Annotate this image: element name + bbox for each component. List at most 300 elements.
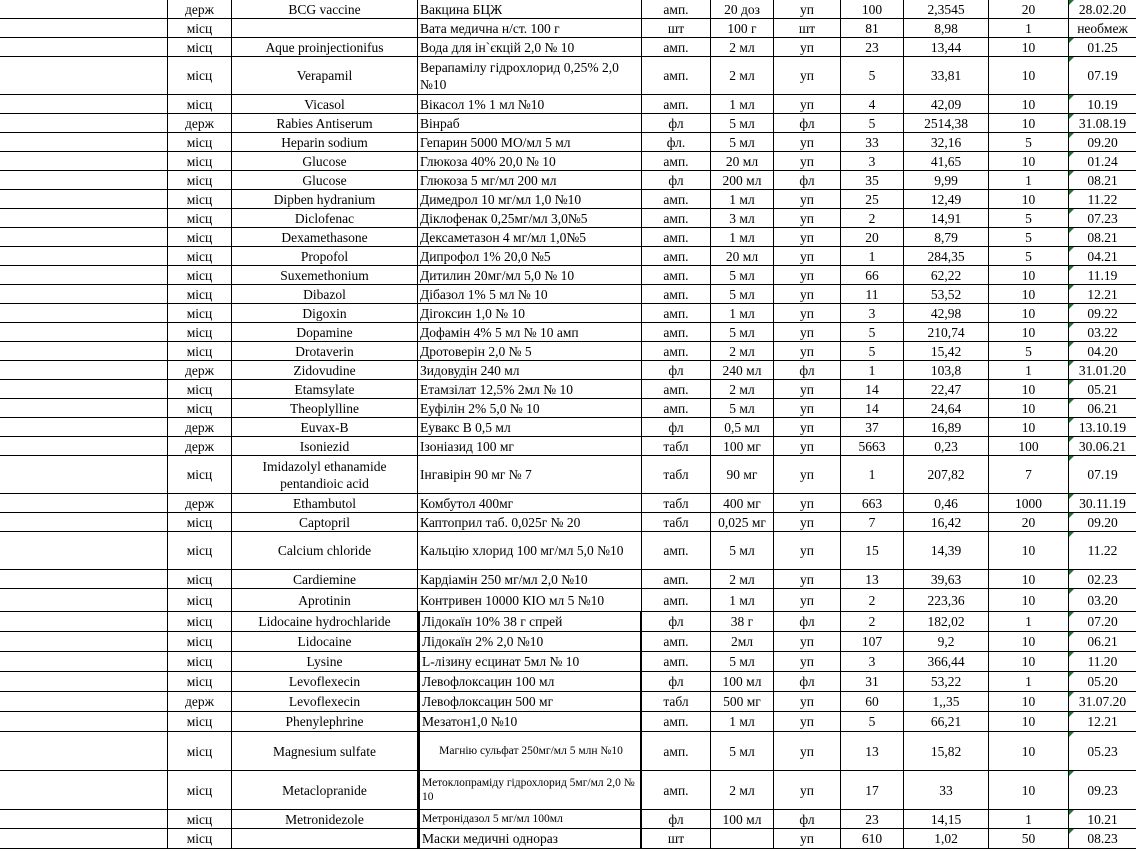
price-cell[interactable]: 66,21	[904, 712, 989, 731]
form-cell[interactable]: амп.	[642, 323, 711, 341]
category-cell[interactable]: держ	[168, 361, 232, 379]
product-name-cell[interactable]: Верапамілу гідрохлорид 0,25% 2,0 №10	[418, 57, 642, 94]
dose-cell[interactable]: 20 доз	[711, 0, 774, 18]
expiry-cell[interactable]: 10.19	[1069, 95, 1136, 113]
table-row[interactable]	[0, 810, 1136, 829]
unit-cell[interactable]: уп	[774, 209, 841, 227]
dose-cell[interactable]: 200 мл	[711, 171, 774, 189]
category-cell[interactable]: держ	[168, 114, 232, 132]
latin-name-cell[interactable]: Propofol	[232, 247, 418, 265]
table-row[interactable]	[0, 494, 1136, 513]
dose-cell[interactable]: 2 мл	[711, 38, 774, 56]
quantity-cell[interactable]: 1	[841, 361, 904, 379]
table-row[interactable]	[0, 632, 1136, 652]
table-row[interactable]	[0, 712, 1136, 732]
quantity-cell[interactable]: 2	[841, 589, 904, 611]
quantity-cell[interactable]: 13	[841, 570, 904, 588]
price-cell[interactable]: 8,98	[904, 19, 989, 37]
dose-cell[interactable]: 90 мг	[711, 456, 774, 493]
pack-size-cell[interactable]: 10	[989, 304, 1069, 322]
expiry-cell[interactable]: 09.20	[1069, 133, 1136, 151]
expiry-cell[interactable]: 08.23	[1069, 829, 1136, 848]
latin-name-cell[interactable]: Dibazol	[232, 285, 418, 303]
unit-cell[interactable]: уп	[774, 771, 841, 809]
form-cell[interactable]: фл	[642, 171, 711, 189]
expiry-cell[interactable]: 05.23	[1069, 732, 1136, 770]
table-row[interactable]	[0, 152, 1136, 171]
dose-cell[interactable]: 5 мл	[711, 652, 774, 671]
dose-cell[interactable]: 0,5 мл	[711, 418, 774, 436]
product-name-cell[interactable]: Дексаметазон 4 мг/мл 1,0№5	[418, 228, 642, 246]
dose-cell[interactable]: 1 мл	[711, 712, 774, 731]
row-gap-cell[interactable]	[0, 190, 168, 208]
expiry-cell[interactable]: 05.21	[1069, 380, 1136, 398]
quantity-cell[interactable]: 35	[841, 171, 904, 189]
form-cell[interactable]: амп.	[642, 190, 711, 208]
table-row[interactable]	[0, 513, 1136, 532]
product-name-cell[interactable]: Глюкоза 5 мг/мл 200 мл	[418, 171, 642, 189]
product-name-cell[interactable]: Дитилин 20мг/мл 5,0 № 10	[418, 266, 642, 284]
price-cell[interactable]: 39,63	[904, 570, 989, 588]
category-cell[interactable]: місц	[168, 285, 232, 303]
dose-cell[interactable]: 5 мл	[711, 532, 774, 569]
category-cell[interactable]: місц	[168, 247, 232, 265]
row-gap-cell[interactable]	[0, 456, 168, 493]
category-cell[interactable]: місц	[168, 38, 232, 56]
pack-size-cell[interactable]: 1	[989, 171, 1069, 189]
price-cell[interactable]: 33	[904, 771, 989, 809]
expiry-cell[interactable]: 11.19	[1069, 266, 1136, 284]
category-cell[interactable]: місц	[168, 190, 232, 208]
row-gap-cell[interactable]	[0, 532, 168, 569]
category-cell[interactable]: місц	[168, 266, 232, 284]
expiry-cell[interactable]: 28.02.20	[1069, 0, 1136, 18]
row-gap-cell[interactable]	[0, 57, 168, 94]
row-gap-cell[interactable]	[0, 342, 168, 360]
product-name-cell[interactable]: Димедрол 10 мг/мл 1,0 №10	[418, 190, 642, 208]
product-name-cell[interactable]: Інгавірін 90 мг № 7	[418, 456, 642, 493]
unit-cell[interactable]: уп	[774, 95, 841, 113]
product-name-cell[interactable]: Кальцію хлорид 100 мг/мл 5,0 №10	[418, 532, 642, 569]
latin-name-cell[interactable]: Dipben hydranium	[232, 190, 418, 208]
unit-cell[interactable]: фл	[774, 171, 841, 189]
form-cell[interactable]: табл	[642, 513, 711, 531]
price-cell[interactable]: 16,89	[904, 418, 989, 436]
row-gap-cell[interactable]	[0, 672, 168, 691]
price-cell[interactable]: 210,74	[904, 323, 989, 341]
price-cell[interactable]: 8,79	[904, 228, 989, 246]
dose-cell[interactable]: 1 мл	[711, 228, 774, 246]
latin-name-cell[interactable]: Heparin sodium	[232, 133, 418, 151]
dose-cell[interactable]: 5 мл	[711, 732, 774, 770]
dose-cell[interactable]: 1 мл	[711, 589, 774, 611]
row-gap-cell[interactable]	[0, 829, 168, 848]
latin-name-cell[interactable]: Lidocaine	[232, 632, 418, 651]
pack-size-cell[interactable]: 10	[989, 771, 1069, 809]
dose-cell[interactable]: 0,025 мг	[711, 513, 774, 531]
product-name-cell[interactable]: Глюкоза 40% 20,0 № 10	[418, 152, 642, 170]
unit-cell[interactable]: фл	[774, 361, 841, 379]
table-row[interactable]	[0, 570, 1136, 589]
unit-cell[interactable]: уп	[774, 38, 841, 56]
latin-name-cell[interactable]: Theoplylline	[232, 399, 418, 417]
category-cell[interactable]: місц	[168, 323, 232, 341]
pack-size-cell[interactable]: 10	[989, 380, 1069, 398]
product-name-cell[interactable]: Вакцина БЦЖ	[418, 0, 642, 18]
product-name-cell[interactable]: Дофамін 4% 5 мл № 10 амп	[418, 323, 642, 341]
pack-size-cell[interactable]: 10	[989, 418, 1069, 436]
pack-size-cell[interactable]: 10	[989, 95, 1069, 113]
form-cell[interactable]: табл	[642, 494, 711, 512]
form-cell[interactable]: амп.	[642, 632, 711, 651]
expiry-cell[interactable]: 07.20	[1069, 612, 1136, 631]
pack-size-cell[interactable]: 10	[989, 532, 1069, 569]
table-row[interactable]	[0, 95, 1136, 114]
product-name-cell[interactable]: Етамзілат 12,5% 2мл № 10	[418, 380, 642, 398]
price-cell[interactable]: 15,82	[904, 732, 989, 770]
dose-cell[interactable]: 240 мл	[711, 361, 774, 379]
expiry-cell[interactable]: 04.21	[1069, 247, 1136, 265]
row-gap-cell[interactable]	[0, 494, 168, 512]
product-name-cell[interactable]: Левофлоксацин 100 мл	[418, 672, 642, 691]
product-name-cell[interactable]: Дипрофол 1% 20,0 №5	[418, 247, 642, 265]
latin-name-cell[interactable]	[232, 829, 418, 848]
category-cell[interactable]: місц	[168, 228, 232, 246]
form-cell[interactable]: фл.	[642, 133, 711, 151]
quantity-cell[interactable]: 5	[841, 323, 904, 341]
latin-name-cell[interactable]: Imidazolyl ethanamide pentandioic acid	[232, 456, 418, 493]
category-cell[interactable]: місц	[168, 380, 232, 398]
product-name-cell[interactable]: Діклофенак 0,25мг/мл 3,0№5	[418, 209, 642, 227]
table-row[interactable]	[0, 342, 1136, 361]
quantity-cell[interactable]: 23	[841, 810, 904, 828]
product-name-cell[interactable]: Дротоверін 2,0 № 5	[418, 342, 642, 360]
pack-size-cell[interactable]: 10	[989, 712, 1069, 731]
quantity-cell[interactable]: 107	[841, 632, 904, 651]
expiry-cell[interactable]: 08.21	[1069, 228, 1136, 246]
expiry-cell[interactable]: 30.06.21	[1069, 437, 1136, 455]
dose-cell[interactable]: 20 мл	[711, 247, 774, 265]
price-cell[interactable]: 22,47	[904, 380, 989, 398]
unit-cell[interactable]: уп	[774, 57, 841, 94]
latin-name-cell[interactable]: Aque proinjectionifus	[232, 38, 418, 56]
row-gap-cell[interactable]	[0, 361, 168, 379]
form-cell[interactable]: амп.	[642, 771, 711, 809]
category-cell[interactable]: місц	[168, 513, 232, 531]
form-cell[interactable]: фл	[642, 672, 711, 691]
price-cell[interactable]: 32,16	[904, 133, 989, 151]
dose-cell[interactable]: 3 мл	[711, 209, 774, 227]
pack-size-cell[interactable]: 10	[989, 190, 1069, 208]
pack-size-cell[interactable]: 50	[989, 829, 1069, 848]
form-cell[interactable]: амп.	[642, 589, 711, 611]
unit-cell[interactable]: уп	[774, 692, 841, 711]
category-cell[interactable]: місц	[168, 19, 232, 37]
form-cell[interactable]: амп.	[642, 712, 711, 731]
product-name-cell[interactable]: Мезатон1,0 №10	[418, 712, 642, 731]
form-cell[interactable]: амп.	[642, 652, 711, 671]
row-gap-cell[interactable]	[0, 771, 168, 809]
expiry-cell[interactable]: 04.20	[1069, 342, 1136, 360]
latin-name-cell[interactable]: Cardiemine	[232, 570, 418, 588]
category-cell[interactable]: держ	[168, 0, 232, 18]
form-cell[interactable]: шт	[642, 19, 711, 37]
price-cell[interactable]: 24,64	[904, 399, 989, 417]
pack-size-cell[interactable]: 1	[989, 19, 1069, 37]
latin-name-cell[interactable]: Isoniezid	[232, 437, 418, 455]
category-cell[interactable]: місц	[168, 652, 232, 671]
table-row[interactable]	[0, 612, 1136, 632]
price-cell[interactable]: 9,2	[904, 632, 989, 651]
expiry-cell[interactable]: необмеж	[1077, 20, 1128, 36]
unit-cell[interactable]: уп	[774, 190, 841, 208]
pack-size-cell[interactable]: 1	[989, 810, 1069, 828]
category-cell[interactable]: місц	[168, 672, 232, 691]
unit-cell[interactable]: уп	[774, 829, 841, 848]
row-gap-cell[interactable]	[0, 652, 168, 671]
category-cell[interactable]: місц	[168, 152, 232, 170]
latin-name-cell[interactable]: Ethambutol	[232, 494, 418, 512]
latin-name-cell[interactable]: Calcium chloride	[232, 532, 418, 569]
table-row[interactable]	[0, 304, 1136, 323]
pack-size-cell[interactable]: 10	[989, 285, 1069, 303]
row-gap-cell[interactable]	[0, 612, 168, 631]
product-name-cell[interactable]: Магнію сульфат 250мг/мл 5 млн №10	[418, 732, 642, 770]
latin-name-cell[interactable]: Magnesium sulfate	[232, 732, 418, 770]
category-cell[interactable]: місц	[168, 829, 232, 848]
form-cell[interactable]: табл	[642, 692, 711, 711]
latin-name-cell[interactable]: Aprotinin	[232, 589, 418, 611]
product-name-cell[interactable]: Маски медичні однораз	[418, 829, 642, 848]
pack-size-cell[interactable]: 7	[989, 456, 1069, 493]
pack-size-cell[interactable]: 10	[989, 589, 1069, 611]
table-row[interactable]	[0, 114, 1136, 133]
price-cell[interactable]: 53,52	[904, 285, 989, 303]
unit-cell[interactable]: уп	[774, 323, 841, 341]
price-cell[interactable]: 14,39	[904, 532, 989, 569]
category-cell[interactable]: місц	[168, 171, 232, 189]
quantity-cell[interactable]: 4	[841, 95, 904, 113]
product-name-cell[interactable]: Лідокаїн 10% 38 г спрей	[418, 612, 642, 631]
expiry-cell[interactable]: 11.20	[1069, 652, 1136, 671]
expiry-cell[interactable]: 07.19	[1069, 57, 1136, 94]
pack-size-cell[interactable]: 5	[989, 247, 1069, 265]
expiry-cell[interactable]: 08.21	[1069, 171, 1136, 189]
form-cell[interactable]: фл	[642, 418, 711, 436]
unit-cell[interactable]: уп	[774, 456, 841, 493]
product-name-cell[interactable]: Контривен 10000 КІО мл 5 №10	[418, 589, 642, 611]
unit-cell[interactable]: уп	[774, 732, 841, 770]
category-cell[interactable]: місц	[168, 209, 232, 227]
product-name-cell[interactable]: Каптоприл таб. 0,025г № 20	[418, 513, 642, 531]
unit-cell[interactable]: уп	[774, 570, 841, 588]
latin-name-cell[interactable]: Metaclopranide	[232, 771, 418, 809]
row-gap-cell[interactable]	[0, 418, 168, 436]
category-cell[interactable]: місц	[168, 712, 232, 731]
quantity-cell[interactable]: 1	[841, 247, 904, 265]
expiry-cell[interactable]: 09.20	[1069, 513, 1136, 531]
row-gap-cell[interactable]	[0, 323, 168, 341]
dose-cell[interactable]: 2 мл	[711, 57, 774, 94]
category-cell[interactable]: місц	[168, 589, 232, 611]
unit-cell[interactable]: уп	[774, 152, 841, 170]
form-cell[interactable]: амп.	[642, 570, 711, 588]
dose-cell[interactable]: 20 мл	[711, 152, 774, 170]
price-cell[interactable]: 33,81	[904, 57, 989, 94]
form-cell[interactable]: амп.	[642, 228, 711, 246]
price-cell[interactable]: 2514,38	[904, 114, 989, 132]
quantity-cell[interactable]: 100	[841, 0, 904, 18]
table-row[interactable]	[0, 589, 1136, 612]
table-row[interactable]	[0, 247, 1136, 266]
expiry-cell[interactable]: 03.22	[1069, 323, 1136, 341]
row-gap-cell[interactable]	[0, 19, 168, 37]
pack-size-cell[interactable]: 10	[989, 323, 1069, 341]
unit-cell[interactable]: уп	[774, 133, 841, 151]
quantity-cell[interactable]: 11	[841, 285, 904, 303]
pack-size-cell[interactable]: 10	[989, 266, 1069, 284]
row-gap-cell[interactable]	[0, 247, 168, 265]
expiry-cell[interactable]: 06.21	[1069, 399, 1136, 417]
quantity-cell[interactable]: 5	[841, 342, 904, 360]
pack-size-cell[interactable]: 1	[989, 612, 1069, 631]
price-cell[interactable]: 9,99	[904, 171, 989, 189]
category-cell[interactable]: місц	[168, 133, 232, 151]
category-cell[interactable]: держ	[168, 418, 232, 436]
pack-size-cell[interactable]: 100	[989, 437, 1069, 455]
table-row[interactable]	[0, 171, 1136, 190]
product-name-cell[interactable]: Вікасол 1% 1 мл №10	[418, 95, 642, 113]
unit-cell[interactable]: уп	[774, 380, 841, 398]
unit-cell[interactable]: уп	[774, 247, 841, 265]
dose-cell[interactable]: 5 мл	[711, 133, 774, 151]
table-row[interactable]	[0, 380, 1136, 399]
form-cell[interactable]: амп.	[642, 399, 711, 417]
dose-cell[interactable]: 5 мл	[711, 114, 774, 132]
category-cell[interactable]: місц	[168, 399, 232, 417]
form-cell[interactable]: амп.	[642, 342, 711, 360]
expiry-cell[interactable]: 09.23	[1069, 771, 1136, 809]
unit-cell[interactable]: уп	[774, 285, 841, 303]
latin-name-cell[interactable]: Lysine	[232, 652, 418, 671]
quantity-cell[interactable]: 20	[841, 228, 904, 246]
form-cell[interactable]: амп.	[642, 266, 711, 284]
quantity-cell[interactable]: 7	[841, 513, 904, 531]
unit-cell[interactable]: уп	[774, 652, 841, 671]
expiry-cell[interactable]: 11.22	[1069, 532, 1136, 569]
dose-cell[interactable]: 5 мл	[711, 399, 774, 417]
table-row[interactable]	[0, 732, 1136, 771]
product-name-cell[interactable]: Вата медична н/ст. 100 г	[418, 19, 642, 37]
pack-size-cell[interactable]: 1	[989, 361, 1069, 379]
quantity-cell[interactable]: 13	[841, 732, 904, 770]
price-cell[interactable]: 16,42	[904, 513, 989, 531]
price-cell[interactable]: 1,,35	[904, 692, 989, 711]
table-row[interactable]	[0, 672, 1136, 692]
quantity-cell[interactable]: 60	[841, 692, 904, 711]
latin-name-cell[interactable]: Zidovudine	[232, 361, 418, 379]
unit-cell[interactable]: уп	[774, 532, 841, 569]
form-cell[interactable]: шт	[642, 829, 711, 848]
pack-size-cell[interactable]: 20	[989, 0, 1069, 18]
dose-cell[interactable]: 2 мл	[711, 342, 774, 360]
form-cell[interactable]: амп.	[642, 152, 711, 170]
unit-cell[interactable]: фл	[774, 810, 841, 828]
form-cell[interactable]: амп.	[642, 285, 711, 303]
price-cell[interactable]: 53,22	[904, 672, 989, 691]
unit-cell[interactable]: уп	[774, 228, 841, 246]
row-gap-cell[interactable]	[0, 810, 168, 828]
row-gap-cell[interactable]	[0, 380, 168, 398]
latin-name-cell[interactable]: Glucose	[232, 171, 418, 189]
dose-cell[interactable]: 1 мл	[711, 304, 774, 322]
quantity-cell[interactable]: 33	[841, 133, 904, 151]
price-cell[interactable]: 182,02	[904, 612, 989, 631]
unit-cell[interactable]: уп	[774, 589, 841, 611]
latin-name-cell[interactable]: Captopril	[232, 513, 418, 531]
product-name-cell[interactable]: Лідокаїн 2% 2,0 №10	[418, 632, 642, 651]
form-cell[interactable]: табл	[642, 437, 711, 455]
form-cell[interactable]: фл	[642, 361, 711, 379]
expiry-cell[interactable]: 31.08.19	[1069, 114, 1136, 132]
product-name-cell[interactable]: Комбутол 400мг	[418, 494, 642, 512]
quantity-cell[interactable]: 17	[841, 771, 904, 809]
quantity-cell[interactable]: 5	[841, 712, 904, 731]
row-gap-cell[interactable]	[0, 266, 168, 284]
category-cell[interactable]: місц	[168, 95, 232, 113]
table-row[interactable]	[0, 0, 1136, 19]
pack-size-cell[interactable]: 10	[989, 57, 1069, 94]
product-name-cell[interactable]: Кардіамін 250 мг/мл 2,0 №10	[418, 570, 642, 588]
category-cell[interactable]: місц	[168, 732, 232, 770]
quantity-cell[interactable]: 66	[841, 266, 904, 284]
form-cell[interactable]: фл	[642, 810, 711, 828]
quantity-cell[interactable]: 5	[841, 114, 904, 132]
form-cell[interactable]: амп.	[642, 209, 711, 227]
quantity-cell[interactable]: 81	[841, 19, 904, 37]
expiry-cell[interactable]: 01.25	[1069, 38, 1136, 56]
quantity-cell[interactable]: 15	[841, 532, 904, 569]
unit-cell[interactable]: фл	[774, 672, 841, 691]
product-name-cell[interactable]: Гепарин 5000 МО/мл 5 мл	[418, 133, 642, 151]
form-cell[interactable]: амп.	[642, 732, 711, 770]
quantity-cell[interactable]: 2	[841, 612, 904, 631]
pack-size-cell[interactable]: 1000	[989, 494, 1069, 512]
pack-size-cell[interactable]: 10	[989, 38, 1069, 56]
form-cell[interactable]: амп.	[642, 0, 711, 18]
price-cell[interactable]: 42,98	[904, 304, 989, 322]
quantity-cell[interactable]: 5663	[841, 437, 904, 455]
form-cell[interactable]: амп.	[642, 532, 711, 569]
latin-name-cell[interactable]: Rabies Antiserum	[232, 114, 418, 132]
price-cell[interactable]: 207,82	[904, 456, 989, 493]
expiry-cell[interactable]: 10.21	[1069, 810, 1136, 828]
table-row[interactable]	[0, 190, 1136, 209]
row-gap-cell[interactable]	[0, 632, 168, 651]
dose-cell[interactable]: 100 г	[711, 19, 774, 37]
latin-name-cell[interactable]: Digoxin	[232, 304, 418, 322]
product-name-cell[interactable]: Дігоксин 1,0 № 10	[418, 304, 642, 322]
product-name-cell[interactable]: Левофлоксацин 500 мг	[418, 692, 642, 711]
table-row[interactable]	[0, 437, 1136, 456]
table-row[interactable]	[0, 19, 1136, 38]
row-gap-cell[interactable]	[0, 38, 168, 56]
unit-cell[interactable]: уп	[774, 437, 841, 455]
latin-name-cell[interactable]: Diclofenac	[232, 209, 418, 227]
unit-cell[interactable]: уп	[774, 712, 841, 731]
pack-size-cell[interactable]: 5	[989, 209, 1069, 227]
category-cell[interactable]: місц	[168, 304, 232, 322]
